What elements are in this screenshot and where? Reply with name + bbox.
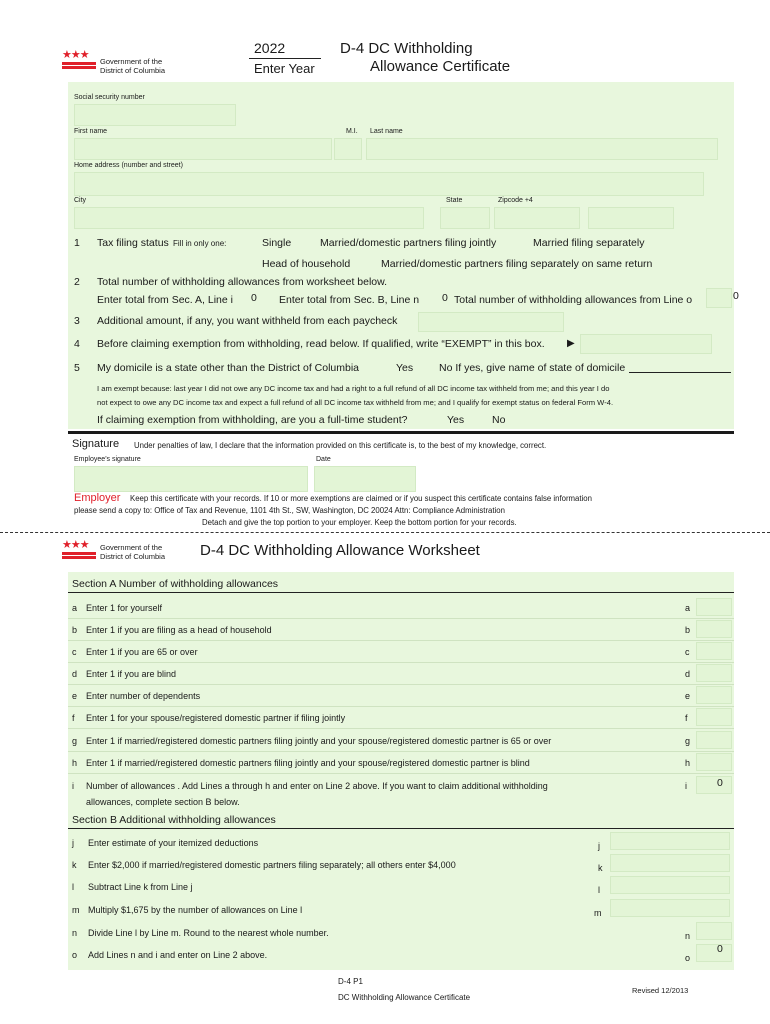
dc-flag-logo-worksheet: ★★★ <box>62 540 96 559</box>
state-label: State <box>446 197 463 204</box>
title-line1: D-4 DC Withholding <box>340 40 473 57</box>
employee-signature-label: Employee’s signature <box>74 456 141 463</box>
section-divider <box>68 431 734 434</box>
line-o-input[interactable] <box>696 944 732 962</box>
line2-total-label: Total number of withholding allowances from Line o <box>454 294 693 306</box>
row-separator <box>68 728 734 729</box>
line-h-right-letter: h <box>685 758 691 768</box>
mi-label: M.I. <box>346 128 358 135</box>
line-f-letter: f <box>72 713 75 723</box>
line-h-input[interactable] <box>696 753 732 771</box>
status-single[interactable]: Single <box>262 237 292 249</box>
line3-number: 3 <box>74 315 80 327</box>
line-d-input[interactable] <box>696 664 732 682</box>
line4-exempt-input[interactable] <box>580 334 712 354</box>
line-o-right-letter: o <box>685 953 691 963</box>
gov-line2: District of Columbia <box>100 66 166 75</box>
form-title <box>340 40 510 76</box>
line1-hint: Fill in only one: <box>173 239 227 248</box>
row-separator <box>68 684 734 685</box>
line-n-text: Divide Line l by Line m. Round to the nearest whole number. <box>88 928 329 938</box>
gov-line1: Government of the <box>100 57 163 66</box>
line3-label: Additional amount, if any, you want withheld from each paycheck <box>97 315 398 327</box>
row-separator <box>68 618 734 619</box>
row-separator <box>68 773 734 774</box>
status-married-separately[interactable]: Married filing separately <box>533 237 645 249</box>
line-k-right-letter: k <box>598 863 603 873</box>
line-j-input[interactable] <box>610 832 730 850</box>
line2-sec-a-value: 0 <box>251 292 257 304</box>
line-j-text: Enter estimate of your itemized deductions <box>88 838 259 848</box>
line-l-letter: l <box>72 882 74 892</box>
section-b-title: Section B Additional withholding allowances <box>72 814 276 826</box>
row-separator <box>68 706 734 707</box>
line1-number: 1 <box>74 237 80 249</box>
line2-sec-b-label: Enter total from Sec. B, Line n <box>279 294 420 306</box>
section-b-underline <box>68 828 734 829</box>
date-label: Date <box>316 456 331 463</box>
line-i-value: 0 <box>717 777 723 789</box>
status-married-separately-same-return[interactable]: Married/domestic partners filing separately on same return <box>381 258 653 270</box>
enter-year-label: Enter Year <box>254 61 315 76</box>
line-a-input[interactable] <box>696 598 732 616</box>
domicile-yes[interactable]: Yes <box>396 362 414 374</box>
line-b-input[interactable] <box>696 620 732 638</box>
city-label: City <box>74 197 87 204</box>
domicile-state-line <box>629 372 731 373</box>
line-b-text: Enter 1 if you are filing as a head of household <box>86 625 272 635</box>
section-a-underline <box>68 592 734 593</box>
line-k-input[interactable] <box>610 854 730 872</box>
worksheet-gov-label <box>100 543 165 561</box>
line-m-text: Multiply $1,675 by the number of allowances on Line l <box>88 905 303 915</box>
line-h-letter: h <box>72 758 78 768</box>
exempt-line2: not expect to owe any DC income tax and expect a full refund of all DC income tax withheld from me; and I qualify for exempt status on federal Form W-4. <box>97 398 614 407</box>
line-m-right-letter: m <box>594 908 602 918</box>
line-k-letter: k <box>72 860 77 870</box>
play-arrow-icon: ▶ <box>567 338 575 349</box>
line-d-text: Enter 1 if you are blind <box>86 669 177 679</box>
line-i-letter: i <box>72 781 74 791</box>
state-input[interactable] <box>440 207 490 229</box>
employee-signature-input[interactable] <box>74 466 308 492</box>
line-e-input[interactable] <box>696 686 732 704</box>
line2-total-value: 0 <box>733 290 739 302</box>
line-c-text: Enter 1 if you are 65 or over <box>86 647 198 657</box>
line2-sec-b-value: 0 <box>442 292 448 304</box>
status-head-of-household[interactable]: Head of household <box>262 258 351 270</box>
line-b-letter: b <box>72 625 78 635</box>
gov-label <box>100 57 165 75</box>
line5-number: 5 <box>74 362 80 374</box>
employer-text2: please send a copy to: Office of Tax and Revenue, 1101 4th St., SW, Washington, DC 20024 Attn: Compliance Administration <box>74 506 505 515</box>
line-m-letter: m <box>72 905 80 915</box>
last-name-input[interactable] <box>366 138 718 160</box>
exempt-line1: I am exempt because: last year I did not owe any DC income tax and had a right to a full refund of all DC income tax withheld from me; and this year I do <box>97 384 610 393</box>
line-l-input[interactable] <box>610 876 730 894</box>
line-n-right-letter: n <box>685 931 691 941</box>
line-a-letter: a <box>72 603 78 613</box>
line-j-letter: j <box>72 838 74 848</box>
line4-number: 4 <box>74 338 80 350</box>
line-i-right-letter: i <box>685 781 687 791</box>
ssn-input[interactable] <box>74 104 236 126</box>
line-g-text: Enter 1 if married/registered domestic partners filing jointly and your spouse/registered domestic partner is 65 or over <box>86 736 552 746</box>
line-l-right-letter: l <box>598 885 600 895</box>
line-m-input[interactable] <box>610 899 730 917</box>
line5-label: My domicile is a state other than the District of Columbia <box>97 362 360 374</box>
ws-gov-line1: Government of the <box>100 543 163 552</box>
first-name-input[interactable] <box>74 138 332 160</box>
line3-input[interactable] <box>418 312 564 332</box>
worksheet-title: D-4 DC Withholding Allowance Worksheet <box>200 542 480 559</box>
line-g-input[interactable] <box>696 731 732 749</box>
footer-name: DC Withholding Allowance Certificate <box>338 993 471 1002</box>
line-i-text1: Number of allowances . Add Lines a through h and enter on Line 2 above. If you want to claim additional withholding <box>86 781 548 791</box>
line-f-right-letter: f <box>685 713 688 723</box>
line-e-right-letter: e <box>685 691 691 701</box>
line-a-text: Enter 1 for yourself <box>86 603 163 613</box>
line-l-text: Subtract Line k from Line j <box>88 882 193 892</box>
first-name-label: First name <box>74 128 108 135</box>
domicile-no[interactable]: No If yes, give name of state of domicile <box>439 362 626 374</box>
row-separator <box>68 662 734 663</box>
zip4-input[interactable] <box>588 207 674 229</box>
employer-title: Employer <box>74 492 121 504</box>
home-address-label: Home address (number and street) <box>74 162 183 169</box>
city-input[interactable] <box>74 207 424 229</box>
line4-label: Before claiming exemption from withholding, read below. If qualified, write “EXEMPT” in this box. <box>97 338 545 350</box>
line-h-text: Enter 1 if married/registered domestic partners filing jointly and your spouse/registered domestic partner is blind <box>86 758 530 768</box>
zip-input[interactable] <box>494 207 580 229</box>
domicile-state-input[interactable] <box>629 356 731 372</box>
line-c-right-letter: c <box>685 647 690 657</box>
last-name-label: Last name <box>370 128 403 135</box>
row-separator <box>68 751 734 752</box>
footer-code: D-4 P1 <box>338 977 363 986</box>
student-yes[interactable]: Yes <box>447 414 465 426</box>
ssn-label: Social security number <box>74 94 145 101</box>
line-c-input[interactable] <box>696 642 732 660</box>
line-k-text: Enter $2,000 if married/registered domestic partners filing separately; all others enter $4,000 <box>88 860 456 870</box>
line-f-input[interactable] <box>696 708 732 726</box>
row-separator <box>68 640 734 641</box>
line-o-text: Add Lines n and i and enter on Line 2 above. <box>88 950 268 960</box>
line-g-letter: g <box>72 736 78 746</box>
status-married-jointly[interactable]: Married/domestic partners filing jointly <box>320 237 497 249</box>
line1-label: Tax filing status <box>97 237 169 249</box>
mi-input[interactable] <box>334 138 362 160</box>
line-i-text2: allowances, complete section B below. <box>86 797 240 807</box>
line2-sec-a-label: Enter total from Sec. A, Line i <box>97 294 233 306</box>
line-n-letter: n <box>72 928 78 938</box>
section-a-title: Section A Number of withholding allowances <box>72 578 279 590</box>
signature-declaration: Under penalties of law, I declare that the information provided on this certificate is, to the best of my knowledge, correct. <box>134 441 547 450</box>
line2-label: Total number of withholding allowances from worksheet below. <box>97 276 388 288</box>
line-i-input[interactable] <box>696 776 732 794</box>
cut-line <box>0 532 770 533</box>
line-a-right-letter: a <box>685 603 691 613</box>
year-value[interactable]: 2022 <box>254 40 286 56</box>
line-b-right-letter: b <box>685 625 691 635</box>
title-line2: Allowance Certificate <box>370 58 511 75</box>
line-e-text: Enter number of dependents <box>86 691 201 701</box>
ws-gov-line2: District of Columbia <box>100 552 166 561</box>
line-o-letter: o <box>72 950 78 960</box>
zip-label: Zipcode +4 <box>498 197 533 204</box>
line-j-right-letter: j <box>598 841 600 851</box>
line-c-letter: c <box>72 647 77 657</box>
line2-number: 2 <box>74 276 80 288</box>
line-g-right-letter: g <box>685 736 691 746</box>
year-underline <box>249 58 321 59</box>
dc-flag-logo: ★★★ <box>62 50 96 69</box>
signature-title: Signature <box>72 438 120 450</box>
student-question: If claiming exemption from withholding, are you a full-time student? <box>97 414 408 426</box>
line-d-right-letter: d <box>685 669 691 679</box>
line2-total-input[interactable] <box>706 288 732 308</box>
student-no[interactable]: No <box>492 414 506 426</box>
employer-text1: Keep this certificate with your records. If 10 or more exemptions are claimed or if you suspect this certificate contains false information <box>130 494 592 503</box>
line-n-input[interactable] <box>696 922 732 940</box>
home-address-input[interactable] <box>74 172 704 196</box>
date-input[interactable] <box>314 466 416 492</box>
line-f-text: Enter 1 for your spouse/registered domestic partner if filing jointly <box>86 713 346 723</box>
detach-instructions: Detach and give the top portion to your employer. Keep the bottom portion for your records. <box>202 518 517 527</box>
line-o-value: 0 <box>717 943 723 955</box>
footer-revised: Revised 12/2013 <box>632 986 689 995</box>
line-e-letter: e <box>72 691 78 701</box>
line-d-letter: d <box>72 669 78 679</box>
